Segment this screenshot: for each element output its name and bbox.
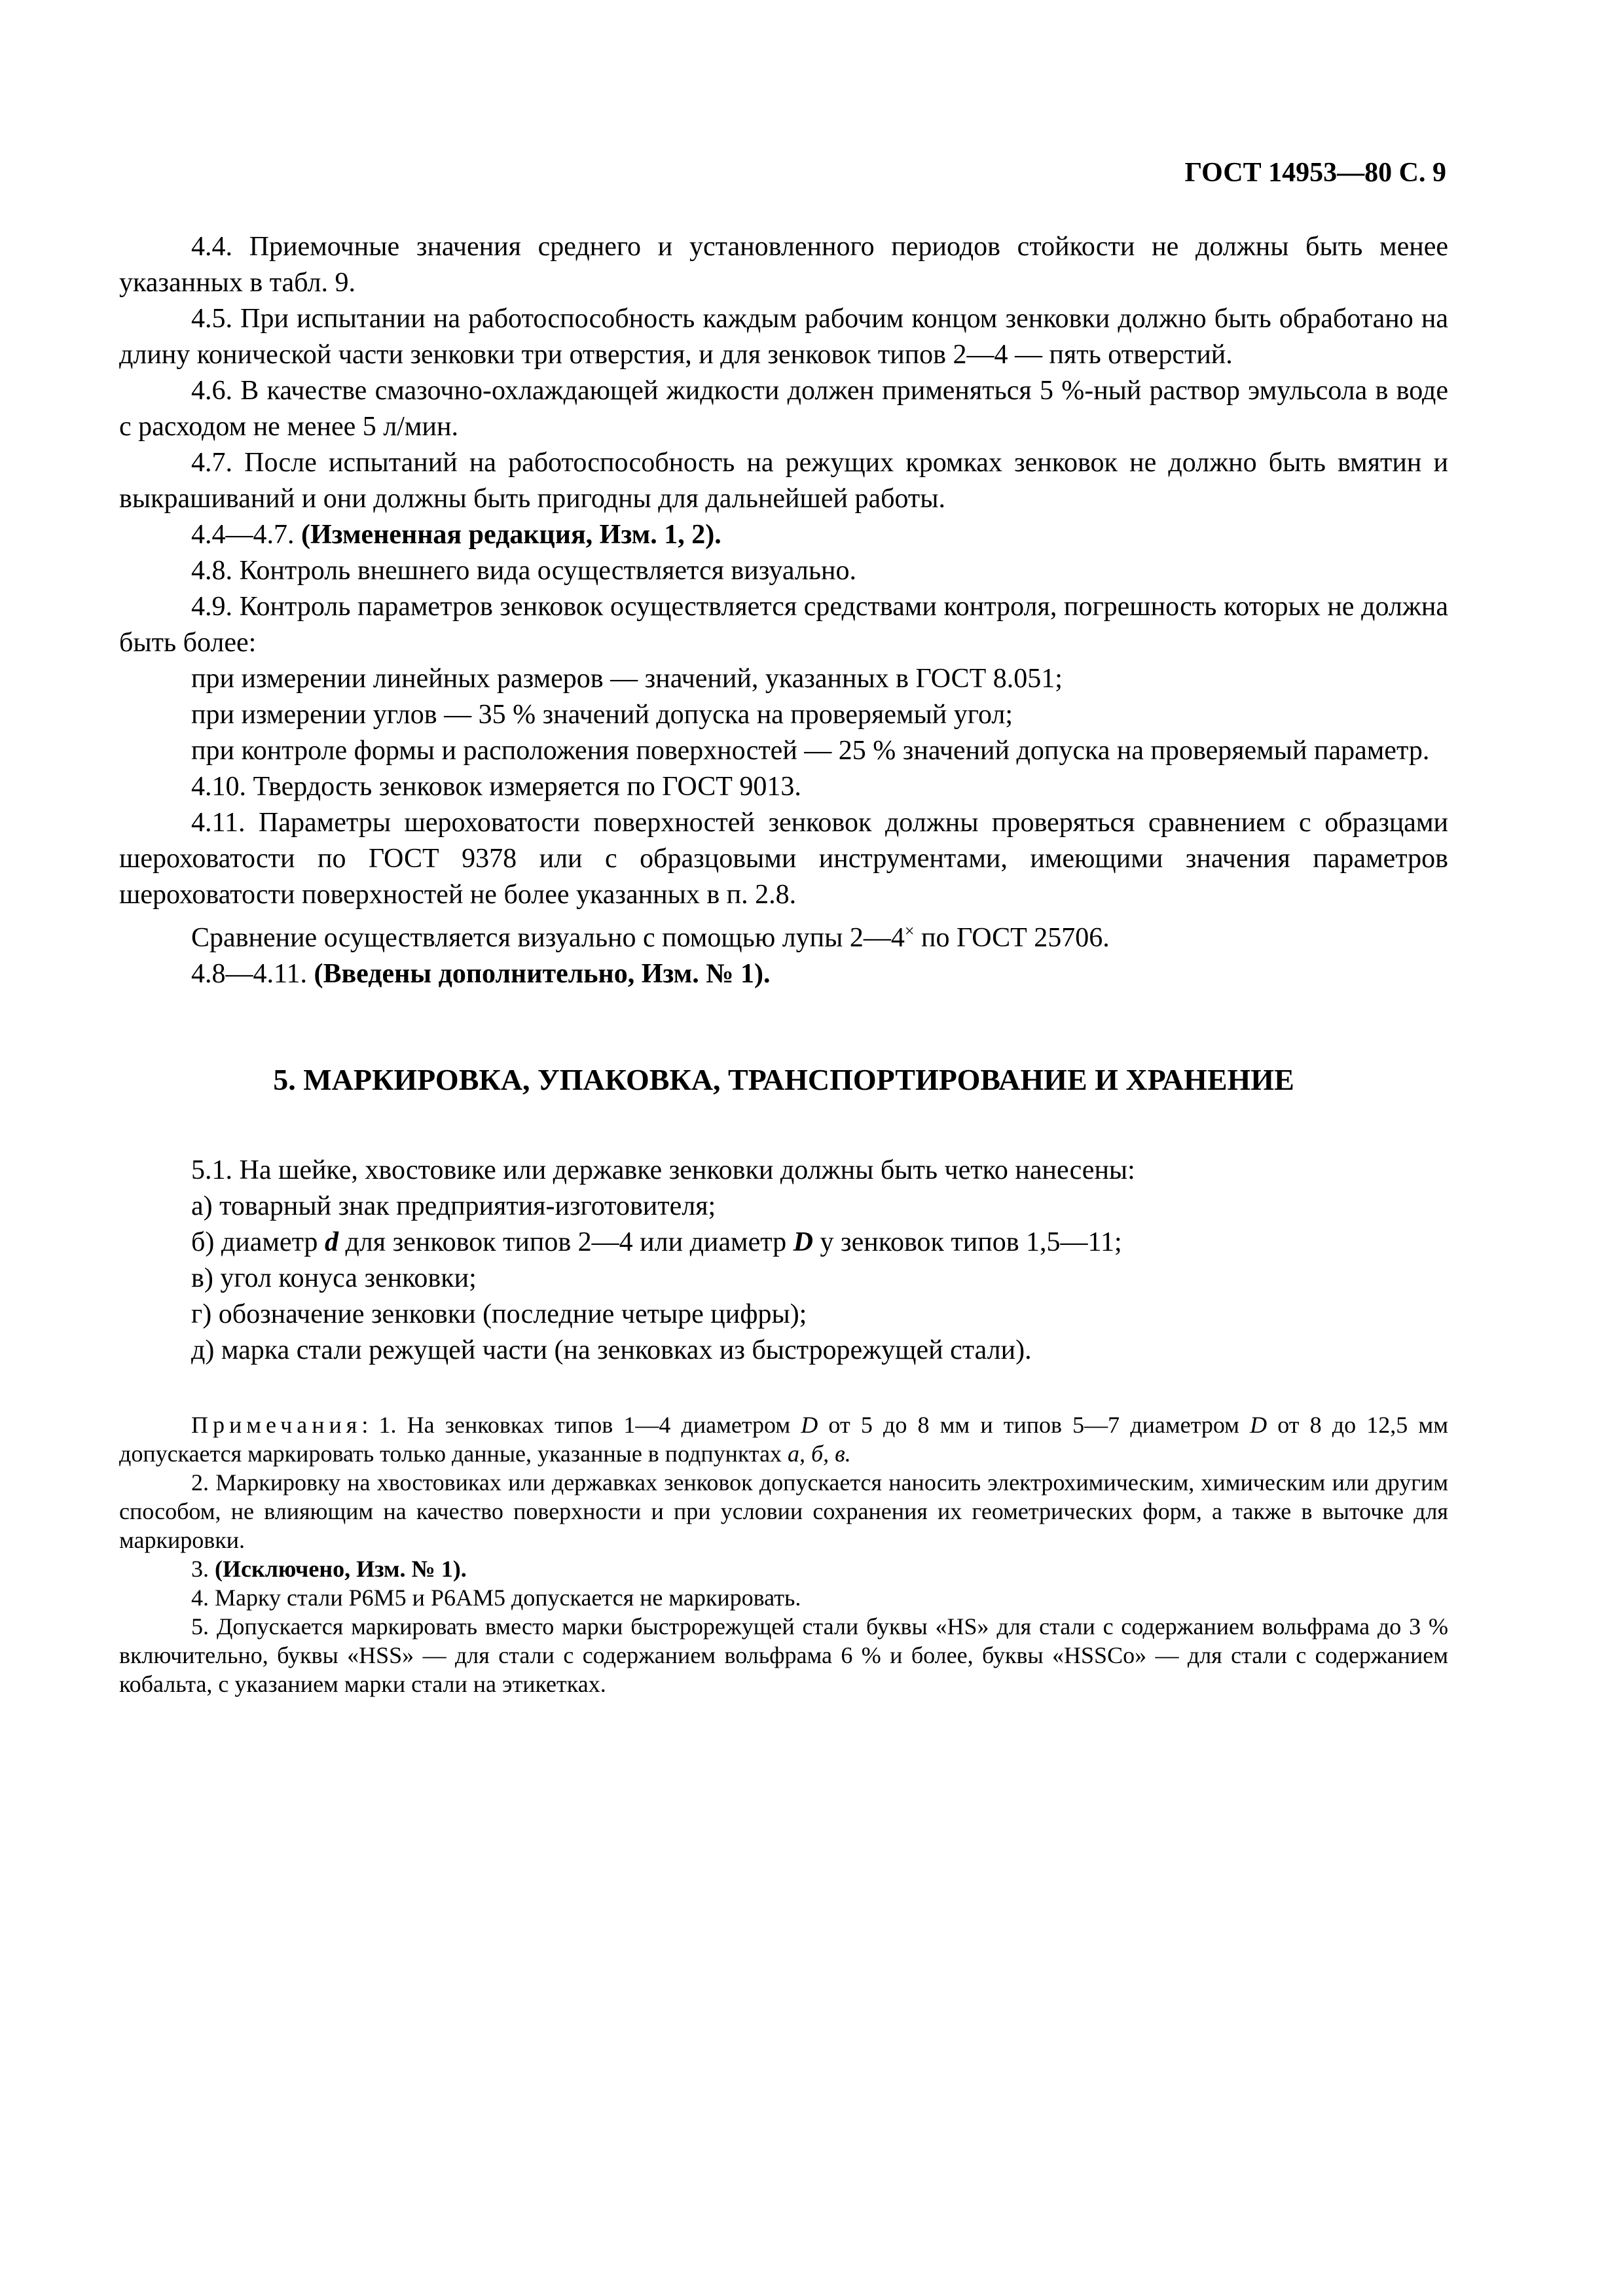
revision-note-4-8-4-11 — [119, 956, 1448, 992]
paragraph-4-10: 4.10. Твердость зенковок измеряется по ГОСТ 9013. — [191, 772, 801, 802]
paragraph-4-8: 4.8. Контроль внешнего вида осуществляется визуально. — [191, 556, 856, 586]
revision-text: (Введены дополнительно, Изм. № 1). — [314, 959, 771, 989]
page-header: ГОСТ 14953—80 С. 9 — [1184, 158, 1446, 188]
note-1 — [119, 1410, 1448, 1468]
note-3 — [119, 1554, 1448, 1583]
paragraph-4-9-linear: при измерении линейных размеров — значений, указанных в ГОСТ 8.051; — [191, 664, 1063, 694]
note-1-symbol: D — [801, 1412, 818, 1438]
item-5-1-a: а) товарный знак предприятия-изготовителя; — [191, 1191, 716, 1221]
paragraph-4-9-angles: при измерении углов — 35 % значений допуска на проверяемый угол; — [191, 700, 1013, 730]
notes-block — [119, 1410, 1448, 1698]
paragraph-4-7: 4.7. После испытаний на работоспособность на режущих кромках зенковок не должно быть вмятин и выкрашиваний и они должны быть пригодны для дальнейшей работы. — [119, 448, 1448, 514]
compare-sup: × — [904, 922, 915, 941]
paragraph-4-9: 4.9. Контроль параметров зенковок осуществляется средствами контроля, погрешность которых не должна быть более: — [119, 592, 1448, 658]
note-1-text: от 8 до 12,5 мм допускается маркировать только данные, указанные в подпунктах — [119, 1412, 1448, 1467]
revision-text: (Измененная редакция, Изм. 1, 2). — [301, 520, 721, 550]
item-5-1-b — [119, 1225, 1448, 1261]
note-2: 2. Маркировку на хвостовиках или державках зенковок допускается наносить электрохимическим, химическим или другим способом, не влияющим на качество поверхности и при условии сохранения их геометрических форм, а также в выточке для маркировки. — [119, 1469, 1448, 1553]
compare-text-b: по ГОСТ 25706. — [914, 923, 1110, 953]
note-1-text: : 1. На зенковках типов 1—4 диаметром — [361, 1412, 801, 1438]
note-1-text: от 5 до 8 мм и типов 5—7 диаметром — [818, 1412, 1250, 1438]
revision-ref: 4.8—4.11. — [191, 959, 307, 989]
section-5-title: 5. МАРКИРОВКА, УПАКОВКА, ТРАНСПОРТИРОВАНИЕ И ХРАНЕНИЕ — [273, 1063, 1294, 1096]
compare-text-a: Сравнение осуществляется визуально с помощью лупы 2—4 — [191, 923, 905, 953]
note-4: 4. Марку стали Р6М5 и Р6АМ5 допускается не маркировать. — [191, 1585, 801, 1611]
paragraph-4-9-form: при контроле формы и расположения поверхностей — 25 % значений допуска на проверяемый параметр. — [191, 736, 1430, 766]
item-b-symbol-d: d — [324, 1227, 338, 1257]
note-3-text: (Исключено, Изм. № 1). — [215, 1556, 467, 1582]
document-body — [119, 229, 1448, 1698]
item-5-1-d: д) марка стали режущей части (на зенковках из быстрорежущей стали). — [191, 1335, 1032, 1365]
item-b-text: у зенковок типов 1,5—11; — [812, 1227, 1122, 1257]
notes-label: Примечания — [191, 1412, 362, 1438]
revision-ref: 4.4—4.7. — [191, 520, 295, 550]
note-3-num: 3. — [191, 1556, 215, 1582]
paragraph-4-4: 4.4. Приемочные значения среднего и установленного периодов стойкости не должны быть менее указанных в табл. 9. — [119, 232, 1448, 298]
paragraph-5-1: 5.1. На шейке, хвостовике или державке зенковки должны быть четко нанесены: — [191, 1155, 1135, 1185]
note-1-italic: а, б, в. — [788, 1441, 851, 1467]
item-b-text: для зенковок типов 2—4 или диаметр — [338, 1227, 793, 1257]
item-b-symbol-D: D — [793, 1227, 813, 1257]
paragraph-4-6: 4.6. В качестве смазочно-охлаждающей жидкости должен применяться 5 %-ный раствор эмульсола в воде с расходом не менее 5 л/мин. — [119, 376, 1448, 442]
paragraph-4-11-compare — [119, 913, 1448, 956]
paragraph-4-5: 4.5. При испытании на работоспособность каждым рабочим концом зенковки должно быть обработано на длину конической части зенковки три отверстия, и для зенковок типов 2—4 — пять отверстий. — [119, 304, 1448, 370]
item-5-1-v: в) угол конуса зенковки; — [191, 1263, 477, 1293]
revision-note-4-4-4-7 — [119, 517, 1448, 553]
item-b-text: б) диаметр — [191, 1227, 325, 1257]
note-1-symbol: D — [1250, 1412, 1267, 1438]
item-5-1-g: г) обозначение зенковки (последние четыре цифры); — [191, 1299, 807, 1329]
note-5: 5. Допускается маркировать вместо марки быстрорежущей стали буквы «HS» для стали с содержанием вольфрама до 3 % включительно, буквы «HSS» — для стали с содержанием вольфрама 6 % и более, буквы «HSSCo» — для стали с содержанием кобальта, с указанием марки стали на этикетках. — [119, 1613, 1448, 1697]
paragraph-4-11: 4.11. Параметры шероховатости поверхностей зенковок должны проверяться сравнением с образцами шероховатости по ГОСТ 9378 или с образцовыми инструментами, имеющими значения параметров шероховатости поверхностей не более указанных в п. 2.8. — [119, 808, 1448, 910]
